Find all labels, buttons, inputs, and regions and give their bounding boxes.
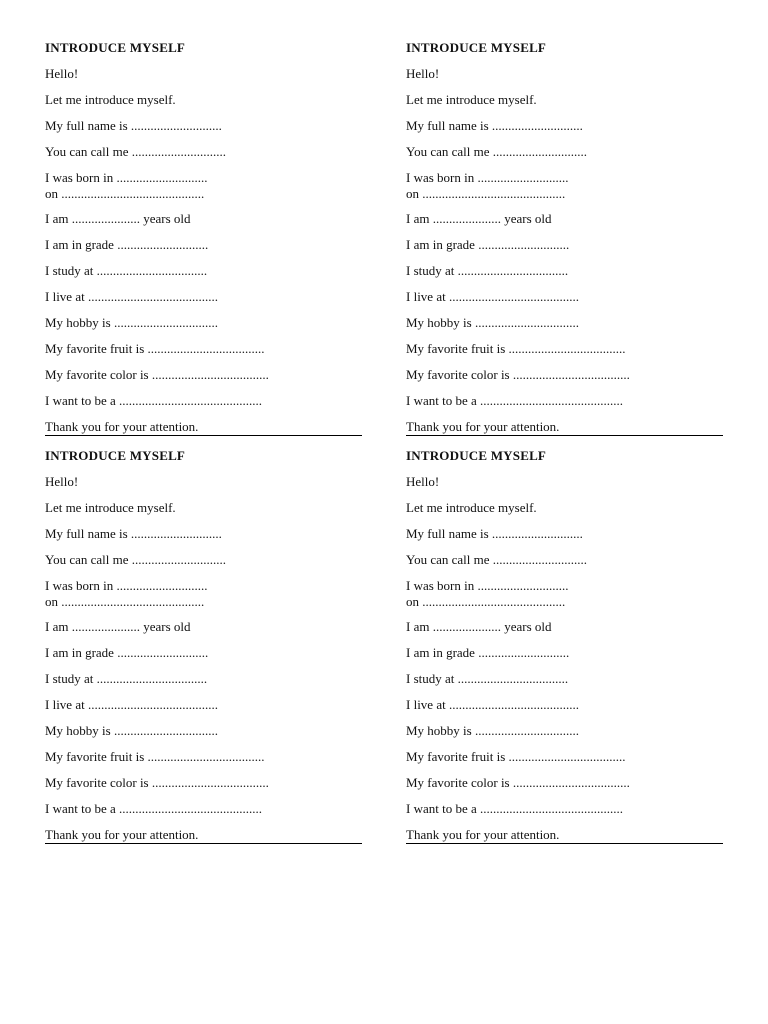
want-to-be-line: I want to be a ............................................ (45, 801, 263, 816)
hobby-line: My hobby is ................................ (45, 315, 218, 330)
live-line: I live at ........................................ (406, 289, 579, 304)
card-title: INTRODUCE MYSELF (406, 40, 547, 55)
hello-line: Hello! (45, 66, 79, 81)
favorite-color-line: My favorite color is .................................... (45, 775, 269, 790)
study-line: I study at .................................. (45, 671, 208, 686)
thanks-line: Thank you for your attention. (406, 419, 560, 434)
live-line: I live at ........................................ (45, 289, 218, 304)
thanks-line: Thank you for your attention. (45, 419, 199, 434)
call-me-line: You can call me ............................. (45, 144, 227, 159)
grade-line: I am in grade ............................ (406, 237, 570, 252)
full-name-line: My full name is ............................ (406, 118, 583, 133)
card-bottom-rule (45, 843, 362, 844)
thanks-line: Thank you for your attention. (45, 827, 199, 842)
hobby-line: My hobby is ................................ (406, 315, 579, 330)
call-me-line: You can call me ............................. (406, 144, 588, 159)
card-title: INTRODUCE MYSELF (45, 40, 186, 55)
hobby-line: My hobby is ................................ (45, 723, 218, 738)
born-on-line: on ............................................ (406, 186, 566, 201)
born-on-line: on ............................................ (45, 594, 205, 609)
grade-line: I am in grade ............................ (406, 645, 570, 660)
study-line: I study at .................................. (406, 263, 569, 278)
born-in-line: I was born in ............................ (406, 578, 569, 593)
worksheet-card-bottom-right (406, 448, 723, 848)
intro-line: Let me introduce myself. (406, 92, 537, 107)
card-bottom-rule (406, 435, 723, 436)
favorite-color-line: My favorite color is .................................... (406, 775, 630, 790)
card-title: INTRODUCE MYSELF (45, 448, 186, 463)
thanks-line: Thank you for your attention. (406, 827, 560, 842)
call-me-line: You can call me ............................. (45, 552, 227, 567)
hello-line: Hello! (45, 474, 79, 489)
favorite-fruit-line: My favorite fruit is .................................... (406, 341, 626, 356)
born-in-line: I was born in ............................ (406, 170, 569, 185)
study-line: I study at .................................. (406, 671, 569, 686)
favorite-color-line: My favorite color is .................................... (406, 367, 630, 382)
card-bottom-rule (406, 843, 723, 844)
favorite-fruit-line: My favorite fruit is .................................... (406, 749, 626, 764)
full-name-line: My full name is ............................ (45, 118, 222, 133)
age-line: I am ..................... years old (406, 619, 552, 634)
favorite-fruit-line: My favorite fruit is .................................... (45, 749, 265, 764)
grade-line: I am in grade ............................ (45, 645, 209, 660)
intro-line: Let me introduce myself. (45, 92, 176, 107)
hello-line: Hello! (406, 66, 440, 81)
age-line: I am ..................... years old (45, 619, 191, 634)
favorite-fruit-line: My favorite fruit is .................................... (45, 341, 265, 356)
want-to-be-line: I want to be a ............................................ (45, 393, 263, 408)
card-title: INTRODUCE MYSELF (406, 448, 547, 463)
born-on-line: on ............................................ (406, 594, 566, 609)
intro-line: Let me introduce myself. (406, 500, 537, 515)
intro-line: Let me introduce myself. (45, 500, 176, 515)
hello-line: Hello! (406, 474, 440, 489)
want-to-be-line: I want to be a ............................................ (406, 393, 624, 408)
age-line: I am ..................... years old (45, 211, 191, 226)
born-in-line: I was born in ............................ (45, 578, 208, 593)
want-to-be-line: I want to be a ............................................ (406, 801, 624, 816)
full-name-line: My full name is ............................ (406, 526, 583, 541)
favorite-color-line: My favorite color is .................................... (45, 367, 269, 382)
card-bottom-rule (45, 435, 362, 436)
worksheet-card-top-left (45, 40, 362, 440)
live-line: I live at ........................................ (406, 697, 579, 712)
call-me-line: You can call me ............................. (406, 552, 588, 567)
grade-line: I am in grade ............................ (45, 237, 209, 252)
worksheet-card-top-right (406, 40, 723, 440)
full-name-line: My full name is ............................ (45, 526, 222, 541)
study-line: I study at .................................. (45, 263, 208, 278)
age-line: I am ..................... years old (406, 211, 552, 226)
born-on-line: on ............................................ (45, 186, 205, 201)
worksheet-card-bottom-left (45, 448, 362, 848)
hobby-line: My hobby is ................................ (406, 723, 579, 738)
born-in-line: I was born in ............................ (45, 170, 208, 185)
live-line: I live at ........................................ (45, 697, 218, 712)
